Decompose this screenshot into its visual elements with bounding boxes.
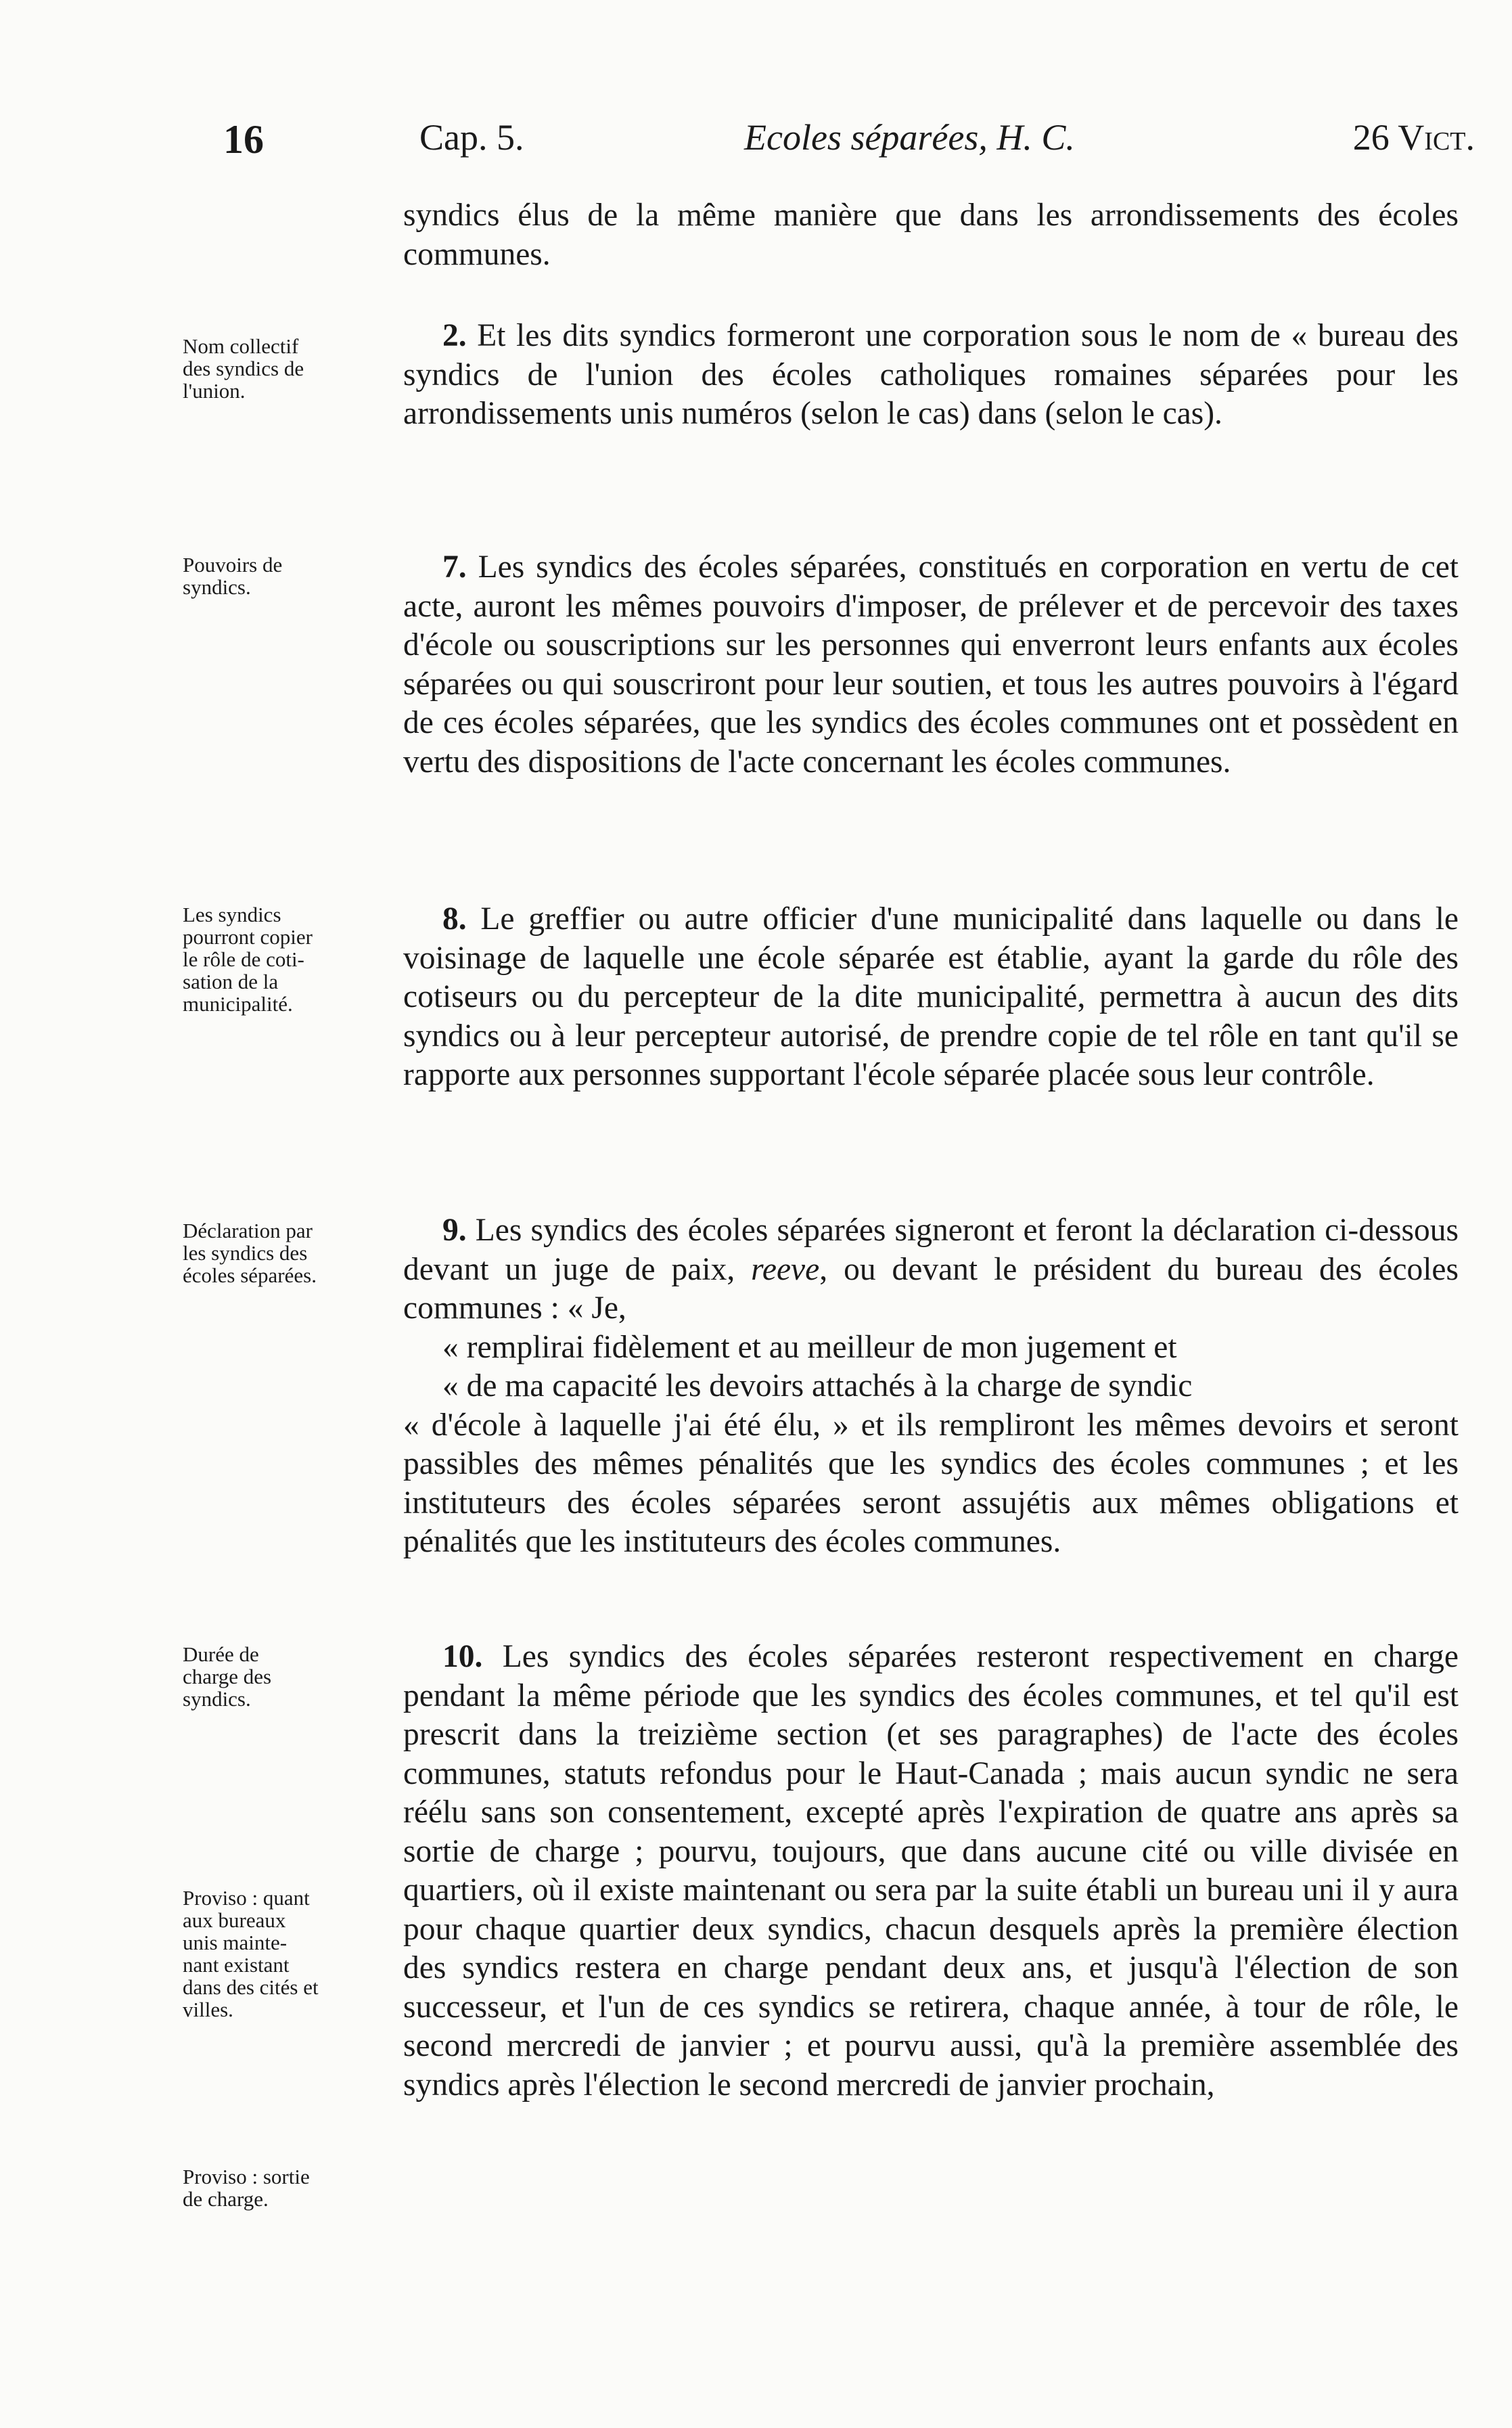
reeve-word: reeve [751,1251,820,1287]
margin-note-nom-collectif: Nom collectif des syndics de l'union. [183,334,304,403]
intro-text: syndics élus de la même manière que dans les arrondissements des écoles communes. [403,198,1459,272]
section-number: 2. [442,318,467,353]
page-number: 16 [223,117,264,162]
section-number: 8. [442,901,467,937]
reign-label: 26 Vict. [1352,117,1475,158]
section-8 [403,900,1459,1095]
section-7 [403,548,1459,782]
margin-note-proviso-sortie: Proviso : sortie de charge. [183,2165,310,2211]
section-10 [403,1638,1459,2105]
margin-note-pouvoirs: Pouvoirs de syndics. [183,553,283,599]
oath-line: « remplirai fidèlement et au meilleur de mon jugement et [442,1329,1177,1365]
oath-line: « de ma capacité les devoirs attachés à la charge de syndic [442,1368,1193,1403]
margin-note-copier-role: Les syndics pourront copier le rôle de coti- sation de la municipalité. [183,903,313,1016]
section-text: Les syndics des écoles séparées, constitués en corporation en vertu de cet acte, auront les mêmes pouvoirs d'imposer, de prélever et de percevoir des taxes d'école ou souscriptions sur les personnes qui enverront leurs enfants aux écoles séparées ou qui souscriront pour leur soutien, et tous les autres pouvoirs à l'égard de ces écoles séparées, que les syndics des écoles communes ont et possèdent en vertu des dispositions de l'acte concernant les écoles communes. [403,549,1459,780]
margin-note-proviso-bureaux: Proviso : quant aux bureaux unis mainte- nant existant dans des cités et villes. [183,1886,319,2021]
section-text: Les syndics des écoles séparées resteront respectivement en charge pendant la même période que les syndics des écoles communes, et tel qu'il est prescrit dans la treizième section (et ses paragraphes) de l'acte des écoles communes, statuts refondus pour le Haut-Canada ; mais aucun syndic ne sera réélu sans son consentement, excepté après l'expiration de quatre ans après sa sortie de charge ; pourvu, toujours, que dans aucune cité ou ville divisée en quartiers, où il existe maintenant ou sera par la suite établi un bureau uni il y aura pour chaque quartier deux syndics, chacun desquels après la première élection des syndics restera en charge pendant deux ans, et jusqu'à l'élection de son successeur, et l'un de ces syndics se retirera, chaque année, à tour de rôle, le second mercredi de janvier ; et pourvu aussi, qu'à la première assemblée des syndics après l'élection le second mercredi de janvier prochain, [403,1639,1459,2103]
paragraph-intro [403,196,1459,274]
section-number: 9. [442,1213,467,1248]
section-6 [403,317,1459,434]
running-header [203,116,1475,171]
section-text: Et les dits syndics formeront une corporation sous le nom de « bureau des syndics de l'union des écoles catholiques romaines séparées pour les arrondissements unis numéros (selon le cas) dans (selon le cas). [403,318,1459,431]
section-number: 7. [442,549,467,585]
margin-note-declaration: Déclaration par les syndics des écoles séparées. [183,1219,317,1287]
section-text: Le greffier ou autre officier d'une municipalité dans laquelle ou dans le voisinage de laquelle une école séparée est établie, ayant la garde du rôle des cotiseurs ou du percepteur de la dite municipalité, permettra à aucun des dits syndics ou à leur percepteur autorisé, de prendre copie de tel rôle en tant qu'il se rapporte aux personnes supportant l'école séparée placée sous leur contrôle. [403,901,1459,1092]
section-text: Les syndics des écoles séparées signeront et feront la déclaration ci-dessous devant un juge de paix, [403,1213,1459,1287]
page-title: Ecoles séparées, H. C. [744,117,1075,158]
section-9 [403,1211,1459,1562]
margin-note-duree: Durée de charge des syndics. [183,1642,272,1711]
section-text: , ou devant le président du bureau des écoles communes : « Je, [403,1251,1459,1326]
section-number: 10. [442,1639,483,1674]
section-text: et ils rempliront les mêmes devoirs et seront passibles des mêmes pénalités que les syndics des écoles communes ; et les instituteurs des écoles séparées seront assujétis aux mêmes obligations et pénalités que les instituteurs des écoles communes. [403,1407,1459,1559]
chapter-label: Cap. 5. [419,117,524,158]
oath-line: « d'école à laquelle j'ai été élu, » [403,1407,849,1443]
